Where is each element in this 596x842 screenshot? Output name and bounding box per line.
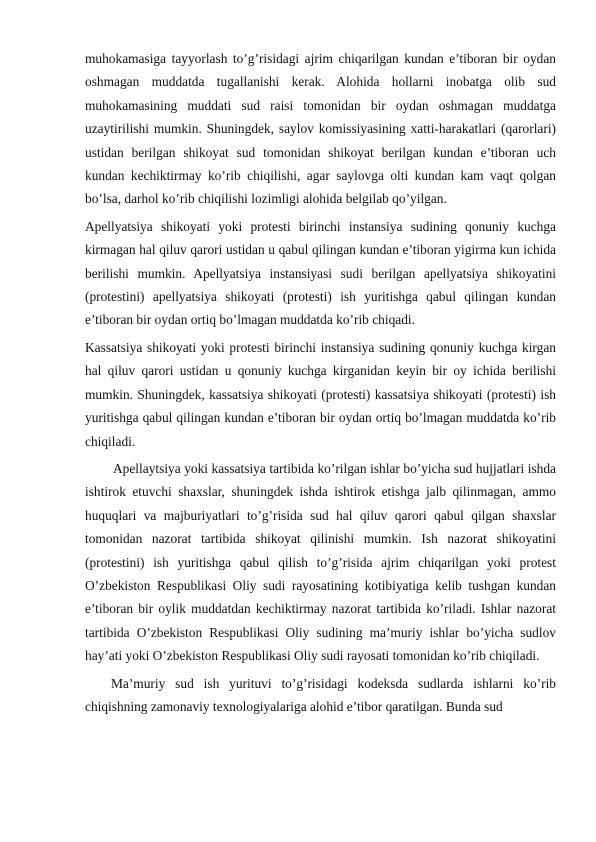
paragraph-appeal: Apellyatsiya shikoyati yoki protesti birinchi instansiya sudining qonuniy kuchga kirmagan hal qiluv qarori ustidan u qabul qilingan kundan e’tiboran yigirma kun ichida berilishi mumkin. Apellyatsiya instansiyasi sudi berilgan apellyatsiya shikoyatini (protestini) apellyatsiya shikoyati (protesti) ish yuritishga qabul qilingan kundan e’tiboran bir oydan ortiq bo’lmagan muddatda ko’rib chiqadi. <box>85 218 556 328</box>
paragraph-administrative-code: Ma’muriy sud ish yurituvi to’g’risidagi kodeksda sudlarda ishlarni ko’rib chiqishning zamonaviy texnologiyalariga alohid e’tibor qaratilgan. Bunda sud <box>85 675 556 714</box>
paragraph-cassation: Kassatsiya shikoyati yoki protesti birinchi instansiya sudining qonuniy kuchga kirgan hal qiluv qarori ustidan u qonuniy kuchga kirganidan keyin bir oy ichida berilishi mumkin. Shuningdek, kassatsiya shikoyati (protesti) kassatsiya shikoyati (protesti) ish yuritishga qabul qilingan kundan e’tiboran bir oydan ortiq bo’lmagan muddatda ko’rib chiqiladi. <box>85 339 556 449</box>
paragraph-continuation: muhokamasiga tayyorlash to’g’risidagi ajrim chiqarilgan kundan e’tiboran bir oydan oshmagan muddatda tugallanishi kerak. Alohida hollarni inobatga olib sud muhokamasining muddati sud raisi tomonidan bir oydan oshmagan muddatga uzaytirilishi mumkin. Shuningdek, saylov komissiyasining xatti-harakatlari (qarorlari) ustidan berilgan shikoyat sud tomonidan shikoyat berilgan kundan e’tiboran uch kundan kechiktirmay ko’rib chiqilishi, agar saylovga olti kundan kam vaqt qolgan bo’lsa, darhol ko’rib chiqilishi lozimligi alohida belgilab qo’yilgan. <box>85 51 556 207</box>
body-text <box>85 47 556 722</box>
paragraph-supervisory-review: Apellaytsiya yoki kassatsiya tartibida ko’rilgan ishlar bo’yicha sud hujjatlari ishda ishtirok etuvchi shaxslar, shuningdek ishda ishtirok etishga jalb qilinmagan, ammo huquqlari va majburiyatlari to’g’risida sud hal qiluv qarori qabul qilgan shaxslar tomonidan nazorat tartibida shikoyat qilinishi mumkin. Ish nazorat shikoyatini (protestini) ish yuritishga qabul qilish to’g’risida ajrim chiqarilgan yoki protest O’zbekiston Respublikasi Oliy sudi rayosatining kotibiyatiga kelib tushgan kundan e’tiboran bir oylik muddatdan kechiktirmay nazorat tartibida ko’riladi. Ishlar nazorat tartibida O’zbekiston Respublikasi Oliy sudining ma’muriy ishlar bo’yicha sudlov hay’ati yoki O’zbekiston Respublikasi Oliy sudi rayosati tomonidan ko’rib chiqiladi. <box>85 460 556 664</box>
